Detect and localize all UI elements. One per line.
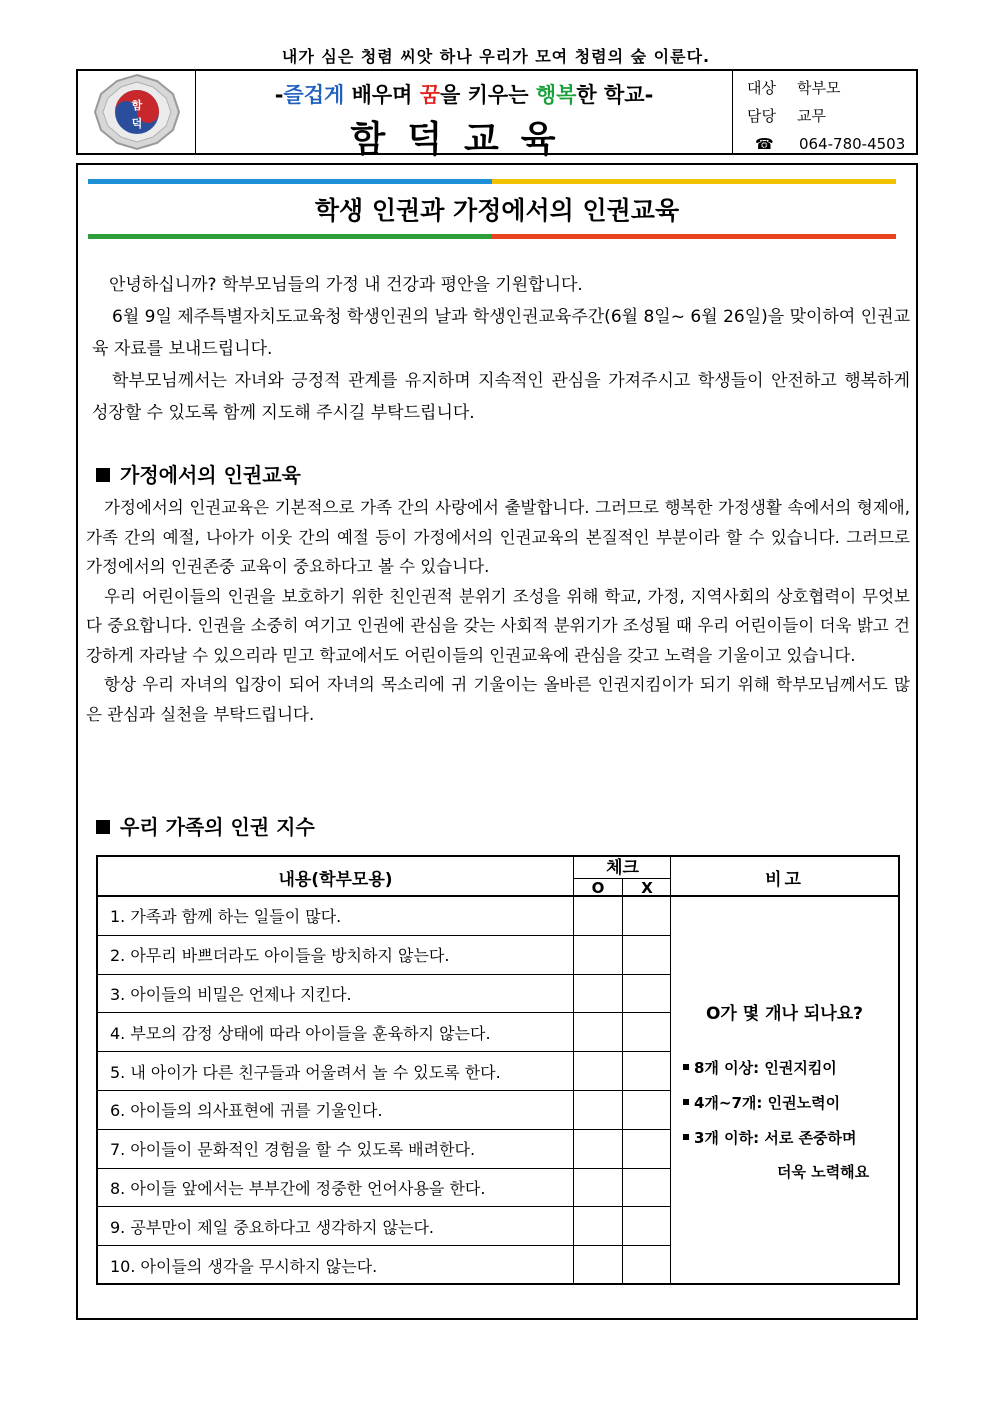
table-row (98, 1013, 671, 1052)
main-title: 학생 인권과 가정에서의 인권교육 (314, 196, 680, 225)
slogan-dash-start: - (274, 83, 284, 107)
check-o-cell[interactable] (574, 1207, 623, 1245)
check-o-cell[interactable] (574, 1246, 623, 1285)
row-text: 7. 아이들이 문화적인 경험을 할 수 있도록 배려한다. (98, 1130, 574, 1168)
table-row (98, 1169, 671, 1208)
check-x-cell[interactable] (623, 1013, 671, 1051)
header-content: 내용(학부모용) (98, 857, 574, 897)
header-check-label: 체크 (574, 857, 671, 879)
check-x-cell[interactable] (623, 897, 671, 935)
check-x-cell[interactable] (623, 1207, 671, 1245)
note-item (683, 1127, 857, 1148)
check-o-cell[interactable] (574, 936, 623, 974)
title-cell (196, 71, 733, 160)
table-row (98, 1207, 671, 1246)
square-bullet-icon (683, 1099, 689, 1105)
info-row-phone (747, 130, 916, 158)
check-x-cell[interactable] (623, 936, 671, 974)
info-value: 학부모 (797, 79, 841, 97)
note-item-text: 3개 이하: 서로 존중하며 (694, 1129, 857, 1147)
check-o-cell[interactable] (574, 1130, 623, 1168)
section-heading-text: 우리 가족의 인권 지수 (120, 815, 315, 839)
slogan-word-1: 즐겁게 (283, 83, 345, 107)
check-x-cell[interactable] (623, 1052, 671, 1090)
note-item (683, 1092, 840, 1113)
row-text: 3. 아이들의 비밀은 언제나 지킨다. (98, 975, 574, 1013)
table-row (98, 975, 671, 1014)
logo-text-bottom: 덕 (131, 117, 142, 130)
slogan-word-5: 행복 (535, 83, 577, 107)
row-text: 8. 아이들 앞에서는 부부간에 정중한 언어사용을 한다. (98, 1169, 574, 1207)
table-row (98, 1091, 671, 1130)
square-bullet-icon (683, 1134, 689, 1140)
school-slogan (196, 79, 732, 109)
check-o-cell[interactable] (574, 1091, 623, 1129)
school-emblem-icon (91, 72, 183, 152)
header-check (574, 857, 671, 897)
intro-paragraph: 학부모님께서는 자녀와 긍정적 관계를 유지하며 지속적인 관심을 가져주시고 학생들이 안전하고 행복하게 성장할 수 있도록 함께 지도해 주시길 부탁드립니다. (92, 371, 910, 423)
slogan-word-3: 꿈 (419, 83, 441, 107)
note-question: O가 몇 개나 되나요? (705, 1004, 864, 1024)
check-o-cell[interactable] (574, 1013, 623, 1051)
table-row (98, 936, 671, 975)
section-heading-text: 가정에서의 인권교육 (120, 463, 301, 487)
table-row (98, 1130, 671, 1169)
body-paragraph: 가정에서의 인권교육은 기본적으로 가족 간의 사랑에서 출발합니다. 그러므로 행복한 가정생활 속에서의 형제애, 가족 간의 예절, 나아가 이웃 간의 예절 등이 가정에서의 인권교육의 본질적인 부분이라 할 수 있습니다. 그러므로 가정에서의 인권존중 교육이 중요하다고 볼 수 있습니다. (86, 498, 910, 576)
body-paragraph: 우리 어린이들의 인권을 보호하기 위한 친인권적 분위기 조성을 위해 학교, 가정, 지역사회의 상호협력이 무엇보다 중요합니다. 인권을 소중히 여기고 인권에 관심을 갖는 사회적 분위기가 조성될 때 우리 어린이들이 더욱 밝고 건강하게 자라날 수 있으리라 믿고 학교에서도 어린이들의 인권교육에 관심을 갖고 노력을 기울이고 있습니다. (86, 586, 910, 665)
section-heading-home (96, 459, 301, 488)
phone-number: 064-780-4503 (799, 135, 906, 153)
table-rows (98, 897, 671, 1285)
row-text: 1. 가족과 함께 하는 일들이 많다. (98, 897, 574, 935)
info-key: 대상 (747, 79, 776, 97)
check-x-cell[interactable] (623, 1246, 671, 1285)
table-row (98, 897, 671, 936)
check-x-cell[interactable] (623, 1091, 671, 1129)
intro-paragraph: 6월 9일 제주특별자치도교육청 학생인권의 날과 학생인권교육주간(6월 8일~ 6월 26일)을 맞이하여 인권교육 자료를 보내드립니다. (92, 307, 910, 359)
note-item (683, 1057, 837, 1078)
check-o-cell[interactable] (574, 1052, 623, 1090)
square-bullet-icon (96, 468, 110, 482)
logo-text-top: 함 (131, 99, 142, 112)
phone-icon: ☎ (755, 135, 774, 153)
school-logo-cell (78, 71, 196, 153)
info-value: 교무 (797, 107, 826, 125)
title-bottom-bar (88, 234, 896, 239)
check-o-cell[interactable] (574, 897, 623, 935)
check-o-cell[interactable] (574, 1169, 623, 1207)
check-o-cell[interactable] (574, 975, 623, 1013)
row-text: 5. 내 아이가 다른 친구들과 어울려서 놀 수 있도록 한다. (98, 1052, 574, 1090)
slogan-dash-end: - (644, 83, 654, 107)
row-text: 9. 공부만이 제일 중요하다고 생각하지 않는다. (98, 1207, 574, 1245)
table-header (98, 857, 898, 897)
check-x-cell[interactable] (623, 1169, 671, 1207)
info-key: 담당 (747, 107, 776, 125)
info-row-target (747, 74, 916, 102)
slogan-word-4: 을 키우는 (440, 83, 536, 107)
note-item-text: 8개 이상: 인권지킴이 (694, 1059, 837, 1077)
check-x-cell[interactable] (623, 975, 671, 1013)
title-top-bar (88, 179, 896, 184)
intro-text (92, 269, 910, 429)
square-bullet-icon (96, 820, 110, 834)
header-x: X (641, 879, 653, 897)
body-paragraph: 항상 우리 자녀의 입장이 되어 자녀의 목소리에 귀 기울이는 올바른 인권지킴이가 되기 위해 학부모님께서도 많은 관심과 실천을 부탁드립니다. (86, 675, 910, 724)
row-text: 6. 아이들의 의사표현에 귀를 기울인다. (98, 1091, 574, 1129)
table-row (98, 1246, 671, 1285)
info-row-charge (747, 102, 916, 130)
content-frame (76, 163, 918, 1320)
note-continuation: 더욱 노력해요 (777, 1163, 870, 1181)
slogan-word-2: 배우며 (344, 83, 420, 107)
header-note: 비고 (765, 869, 804, 890)
row-text: 10. 아이들의 생각을 무시하지 않는다. (98, 1246, 574, 1285)
check-x-cell[interactable] (623, 1130, 671, 1168)
header-o: O (574, 879, 623, 897)
row-text: 4. 부모의 감정 상태에 따라 아이들을 훈육하지 않는다. (98, 1013, 574, 1051)
school-motto: 내가 심은 청렴 씨앗 하나 우리가 모여 청렴의 숲 이룬다. (281, 47, 711, 66)
note-item-text: 4개~7개: 인권노력이 (694, 1094, 841, 1112)
section-heading-index (96, 811, 315, 840)
note-cell (671, 897, 898, 1283)
newsletter-title: 함덕교육 (350, 119, 578, 160)
slogan-word-6: 한 학교 (576, 83, 645, 107)
info-cell (733, 71, 916, 153)
row-text: 2. 아무리 바쁘더라도 아이들을 방치하지 않는다. (98, 936, 574, 974)
intro-paragraph: 안녕하십니까? 학부모님들의 가정 내 건강과 평안을 기원합니다. (109, 275, 583, 295)
checklist-table (96, 855, 900, 1285)
section-body (86, 493, 910, 729)
square-bullet-icon (683, 1064, 689, 1070)
table-row (98, 1052, 671, 1091)
newsletter-header (76, 69, 918, 160)
